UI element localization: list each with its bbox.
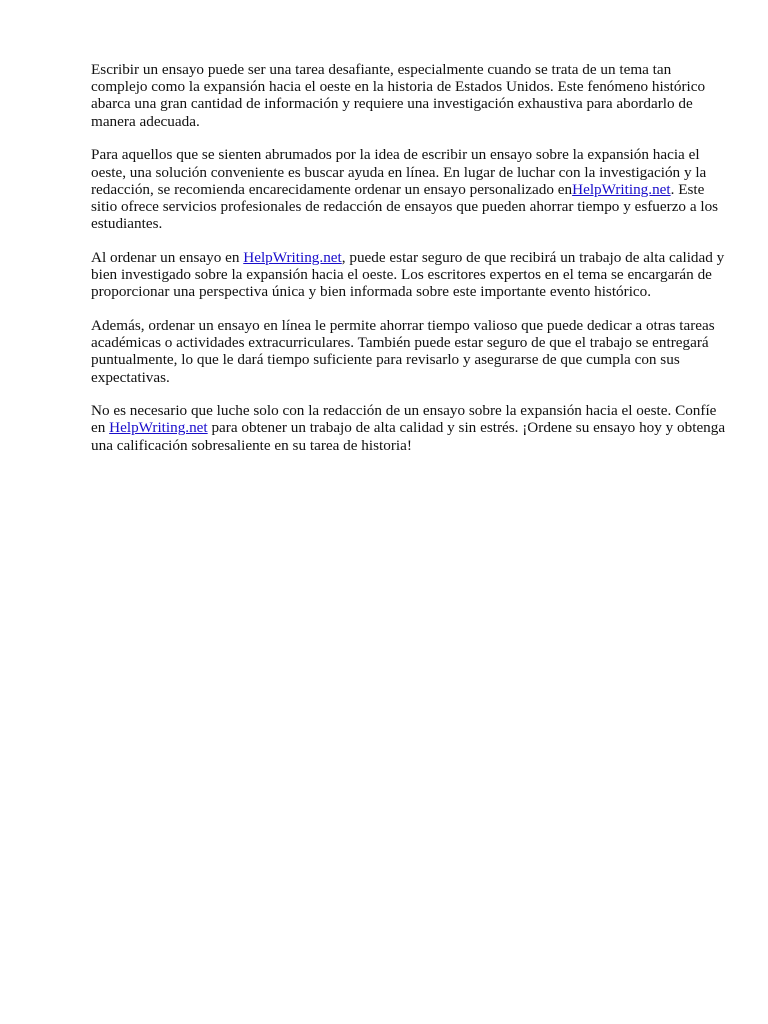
helpwriting-link[interactable]: HelpWriting.net [109, 419, 208, 437]
helpwriting-link[interactable]: HelpWriting.net [572, 180, 671, 198]
paragraph-text: para obtener un trabajo de alta calidad y sin estrés. ¡Ordene su ensayo hoy y obtenga una calificación sobresaliente en su tarea de historia! [91, 419, 726, 454]
paragraph-ordering [91, 249, 727, 301]
helpwriting-link[interactable]: HelpWriting.net [243, 248, 342, 266]
paragraph-online-help [91, 146, 727, 232]
paragraph-intro [91, 61, 727, 130]
document-body [91, 61, 727, 470]
paragraph-closing [91, 402, 727, 454]
paragraph-text: No es necesario que luche solo con la redacción de un ensayo sobre la expansión hacia el oeste. Confíe en [91, 402, 717, 437]
paragraph-text: Para aquellos que se sienten abrumados por la idea de escribir un ensayo sobre la expansión hacia el oeste, una solución conveniente es buscar ayuda en línea. En lugar de luchar con la investigación y la redacción, se recomienda encarecidamente ordenar un ensayo personalizado en [91, 146, 707, 198]
paragraph-text: . Este sitio ofrece servicios profesionales de redacción de ensayos que pueden ahorrar tiempo y esfuerzo a los estudiantes. [91, 180, 719, 233]
paragraph-text: , puede estar seguro de que recibirá un trabajo de alta calidad y bien investigado sobre la expansión hacia el oeste. Los escritores expertos en el tema se encargarán de proporcionar una perspectiva única y bien informada sobre este importante evento histórico. [91, 248, 725, 301]
paragraph-text: Además, ordenar un ensayo en línea le permite ahorrar tiempo valioso que puede dedicar a otras tareas académicas o actividades extracurriculares. También puede estar seguro de que el trabajo se entregará puntualmente, lo que le dará tiempo suficiente para revisarlo y asegurarse de que cumpla con sus expectativas. [91, 316, 715, 386]
paragraph-time-saving [91, 317, 727, 386]
paragraph-text: Escribir un ensayo puede ser una tarea desafiante, especialmente cuando se trata de un tema tan complejo como la expansión hacia el oeste en la historia de Estados Unidos. Este fenómeno histórico abarca una gran cantidad de información y requiere una investigación exhaustiva para abordarlo de manera adecuada. [91, 61, 706, 130]
paragraph-text: Al ordenar un ensayo en [91, 248, 244, 266]
